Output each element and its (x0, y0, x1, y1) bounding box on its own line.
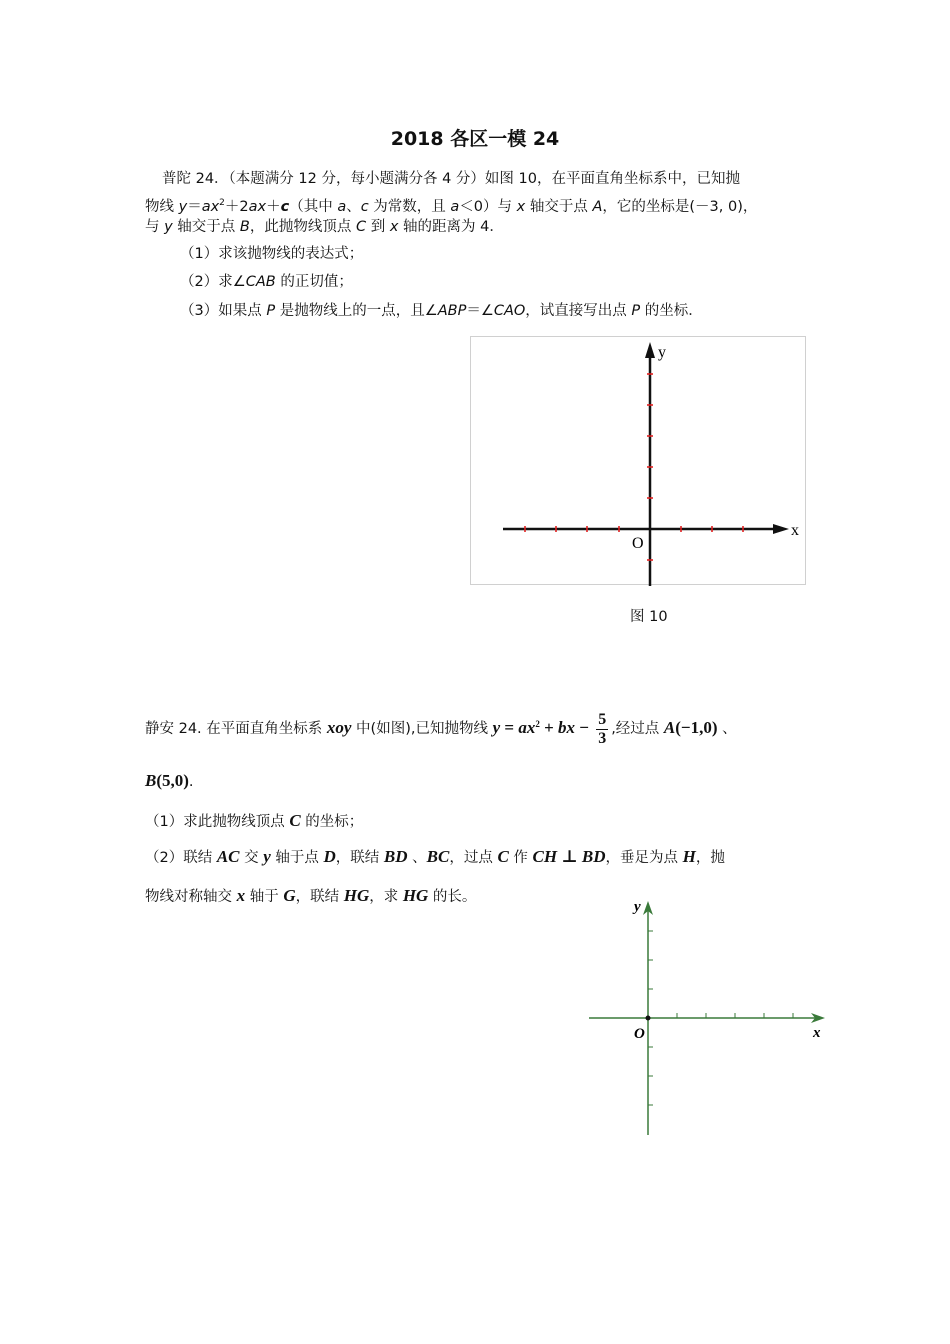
q1-line-3: 与 y 轴交于点 B，此抛物线顶点 C 到 x 轴的距离为 4． (145, 219, 504, 235)
y-axis (645, 342, 655, 586)
q2-line-1: 静安 24. 在平面直角坐标系 xoy 中(如图),已知抛物线 $y = ax^2$ + bx − $\frac{5}{3}$ ,经过点 A(−1,0) 、 (145, 710, 737, 747)
figure-10-axes (471, 337, 807, 586)
q2-sub-3: 物线对称轴交 x 轴于 G，联结 HG，求 HG 的长。 (145, 886, 477, 905)
q1-sub-1: （1）求该抛物线的表达式； (180, 246, 364, 262)
page-title: 2018 各区一模 24 (390, 128, 560, 150)
q1-sub-2: （2）求∠CAB 的正切值； (180, 274, 353, 290)
figure-10-caption: 图 10 (630, 609, 668, 625)
x-axis-label: x (791, 522, 799, 539)
origin-label: O (634, 1026, 645, 1042)
q1-sub-3: （3）如果点 P 是抛物线上的一点，且∠ABP＝∠CAO，试直接写出点 P 的坐标． (180, 303, 703, 319)
x-axis (589, 1013, 825, 1023)
q2-sub-2: （2）联结 AC 交 y 轴于点 D，联结 BD 、BC，过点 C 作 CH ⊥ BD，垂足为点 H，抛 (145, 847, 725, 866)
q1-line-1: 普陀 24．（本题满分 12 分，每小题满分各 4 分）如图 10，在平面直角坐标系中，已知抛 (162, 171, 740, 187)
q1-line-2: 物线 $y=ax^2+2ax+c$（其中 a、c 为常数，且 a＜0）与 x 轴交于点 A，它的坐标是(－3, 0)， (145, 198, 758, 215)
q2-line-2: B(5,0). (145, 771, 194, 790)
x-axis (503, 524, 789, 534)
q2-sub-1: （1）求此抛物线顶点 C 的坐标； (145, 811, 364, 830)
y-axis-label: y (658, 344, 666, 361)
x-axis-label: x (813, 1025, 821, 1041)
figure-10 (470, 336, 806, 585)
y-axis-label: y (634, 899, 641, 915)
fraction-5-3: $\frac{5}{3}$ (598, 710, 607, 747)
figure-jingan-axes (585, 895, 835, 1140)
origin-label: O (632, 535, 644, 552)
origin-point (646, 1016, 651, 1021)
